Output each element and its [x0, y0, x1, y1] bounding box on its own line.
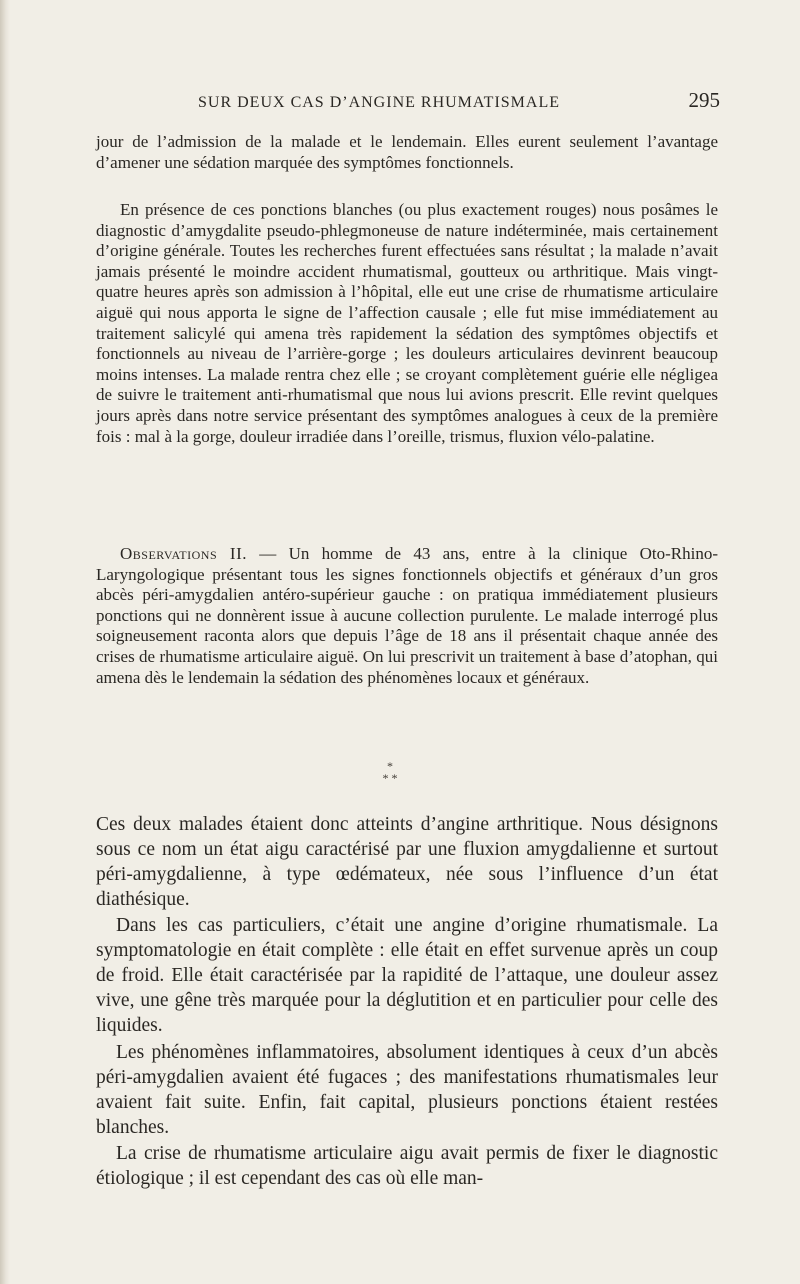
- conclusion-paragraph-1: [96, 812, 718, 912]
- observation-label: Observations II.: [120, 544, 247, 563]
- paragraph-text: jour de l’admission de la malade et le lendemain. Elles eurent seulement l’avantage d’amener une sédation marquée des symptômes fonctionnels.: [96, 132, 718, 172]
- asterism-bottom: * *: [382, 771, 398, 785]
- asterism-top: *: [387, 759, 393, 773]
- paragraph-text: La crise de rhumatisme articulaire aigu avait permis de fixer le diagnostic étiologique ; il est cependant des cas où elle man-: [96, 1143, 718, 1189]
- paragraph-text: Dans les cas particuliers, c’était une angine d’origine rhumatismale. La symptomatologie en était complète : elle était en effet survenue après un coup de froid. Elle était caractérisée par la rapidité de l’attaque, une douleur assez vive, une gêne très marquée pour la déglutition et en particulier pour celle des liquides.: [96, 915, 718, 1036]
- page-number: 295: [688, 88, 720, 112]
- paragraph-diagnostic: [96, 200, 718, 447]
- conclusion-paragraph-3: [96, 1040, 718, 1140]
- observation-text: — Un homme de 43 ans, entre à la clinique Oto-Rhino-Laryngologique présentant tous les signes fonctionnels objectifs et généraux d’un gros abcès péri-amygdalien antéro-supérieur gauche : on pratiqua immédiatement plusieurs ponctions qui ne donnèrent issue à aucune collection purulente. Le malade interrogé plus soigneusement raconta alors que depuis l’âge de 18 ans il présentait chaque année des crises de rhumatisme articulaire aiguë. On lui prescrivit un traitement à base d’atophan, qui amena dès le lendemain la sédation des phénomènes locaux et généraux.: [96, 544, 718, 687]
- section-asterism: [360, 760, 420, 790]
- paragraph-text: Ces deux malades étaient donc atteints d’angine arthritique. Nous désignons sous ce nom un état aigu caractérisé par une fluxion amygdalienne et surtout péri-amygdalienne, à type œdémateux, née sous l’influence d’un état diathésique.: [96, 814, 718, 910]
- conclusion-paragraph-2: [96, 913, 718, 1038]
- paragraph-continuation: [96, 132, 718, 173]
- observation-two: [96, 544, 718, 688]
- observation-paragraph: [96, 544, 718, 688]
- paragraph-text: En présence de ces ponctions blanches (ou plus exactement rouges) nous posâmes le diagnostic d’amygdalite pseudo-phlegmoneuse de nature indéterminée, mais certainement d’origine générale. Toutes les recherches furent effectuées sans résultat ; la malade n’avait jamais présenté le moindre accident rhumatismal, goutteux ou arthritique. Mais vingt-quatre heures après son admission à l’hôpital, elle eut une crise de rhumatisme articulaire aiguë qui nous apporta le signe de l’affection causale ; elle fut mise immédiatement au traitement salicylé qui amena très rapidement la sédation des symptômes objectifs et fonctionnels au niveau de l’arrière-gorge ; les douleurs articulaires devinrent beaucoup moins intenses. La malade rentra chez elle ; se croyant complètement guérie elle négligea de suivre le traitement anti-rhumatismal que nous lui avions prescrit. Elle revint quelques jours après dans notre service présentant des symptômes analogues à ceux de la première fois : mal à la gorge, douleur irradiée dans l’oreille, trismus, fluxion vélo-palatine.: [96, 200, 718, 446]
- conclusion-paragraph-4: [96, 1141, 718, 1191]
- paragraph-text: Les phénomènes inflammatoires, absolument identiques à ceux d’un abcès péri-amygdalien avaient été fugaces ; des manifestations rhumatismales leur avaient fait suite. Enfin, fait capital, plusieurs ponctions étaient restées blanches.: [96, 1042, 718, 1138]
- running-title: SUR DEUX CAS D’ANGINE RHUMATISMALE: [198, 94, 561, 111]
- running-header: [198, 88, 720, 118]
